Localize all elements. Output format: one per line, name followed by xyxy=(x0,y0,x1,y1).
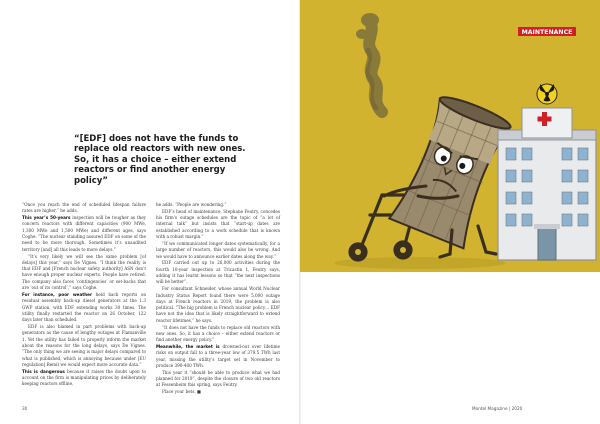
article-column-1 xyxy=(22,202,146,388)
paragraph-lead: This is dangerous xyxy=(22,368,65,374)
paragraph: EDF carried out up to 26,000 activities during the fourth 10-year inspection at Tricastin 1, Feutry says, adding it has learnt lessons so that “the next inspections will be better”. xyxy=(156,260,280,285)
cartoon-illustration xyxy=(300,0,600,272)
paragraph-lead: This year’s 50-years xyxy=(22,215,71,221)
paragraph: This year it “should be able to produce what we had planned for 2019”, despite the closure of two old reactors at Fessenheim this spring, says Feutry. xyxy=(156,369,280,388)
paragraph xyxy=(156,344,280,369)
paragraph: “It’s very likely we will see the same problem [of delays] this year,” says De Vignes. “I think the reality is that EDF and [French nuclear safety authority] ASN don’t have enough proper nuclear experts. People have retired. The company also faces ‘contingencies’ or set-backs that are ‘out of its control’,” says Coghe. xyxy=(22,253,146,291)
paragraph: EDF is also blamed in part problems with back-up generators as the cause of lengthy outages at Flamanville 1. Yet the utility has failed to properly inform the market about the reasons for the long delays, says De Vignes. “The only thing we are seeing is major delays compared to what is published, which is annoying because under [EU regulation] Remit we would expect more accurate data.” xyxy=(22,324,146,367)
maintenance-sign-text: MAINTENANCE xyxy=(521,29,573,36)
article-column-2 xyxy=(156,202,280,396)
paragraph: “If we communicated longer dates systematically, for a large number of reactors, this would also be wrong. And we would have to announce earlier dates along the way.” xyxy=(156,240,280,259)
paragraph-body: drowned-out over lifetime risks on output fall to a three-year low of 379.5 TWh last year, missing the utility’s target set in November to produce 390-400 TWh. xyxy=(156,344,280,368)
paragraph xyxy=(22,292,146,323)
publication-footer: Montel Magazine | 2020 xyxy=(472,406,523,411)
cooling-tower-character xyxy=(389,91,514,248)
hospital-building xyxy=(498,108,596,260)
radiation-icon xyxy=(537,84,557,104)
paragraph xyxy=(22,215,146,253)
paragraph xyxy=(22,369,146,388)
paragraph: For consultant Schneider, whose annual World Nuclear Industry Status Report found there were 5,000 outage days at French reactors in 2019, the problem is also political. “The big problem is French nuclear policy… EDF have not the idea that is likely straightforward to extend reactor lifetimes,” he says. xyxy=(156,286,280,323)
page-number: 30 xyxy=(22,406,28,411)
smoke-plume xyxy=(356,13,382,112)
paragraph-body: inspection will be tougher as they concern reactors with different capacities (900 MWe, 1,300 MWe and 1,500 MWe) and different ages, says Coghe. “The nuclear standing assured EDF on some of the need to be more thorough. Sometimes it’s unaudited territory [and] all this leads to more delays.” xyxy=(22,215,147,252)
paragraph: Place your bets. ■ xyxy=(162,389,201,395)
paragraph: “It does not have the funds to replace old reactors with new ones. So, it has a choice – either extend reactors or find another energy policy.” xyxy=(156,324,280,343)
maintenance-sign xyxy=(518,27,576,36)
paragraph-lead: Meanwhile, the market is xyxy=(156,344,220,350)
paragraph-lead: For instance, poor weather xyxy=(22,291,93,297)
paragraph-body: because it raises the doubt upon to account on the firm is manipulating prices by deliberately keeping reactors offline, xyxy=(22,368,147,387)
illustration-svg xyxy=(300,0,600,272)
paragraph: he adds. “People are wondering.” xyxy=(156,202,227,207)
pull-quote: “[EDF] does not have the funds to replace old reactors with new ones. So, it has a choice – either extend reactors or find another energy policy” xyxy=(74,134,246,186)
paragraph: EDF’s head of maintenance, Stephane Feutry, concedes his firm’s outage schedules are the topic of “a lot of internal talk” but insists that “start-up dates are established according to a work schedule that is known with a robust margin.” xyxy=(156,208,280,240)
paragraph: “Once you reach the end of scheduled lifespan failure rates are higher,” he adds. xyxy=(22,202,146,214)
paragraph-body: held back reports on residual assembly back-up diesel generators at the 1.3 GWP station, with EDF extending works 30 times. The utility finally restarted the reactor on 26 October, 122 days later than scheduled. xyxy=(22,291,146,323)
